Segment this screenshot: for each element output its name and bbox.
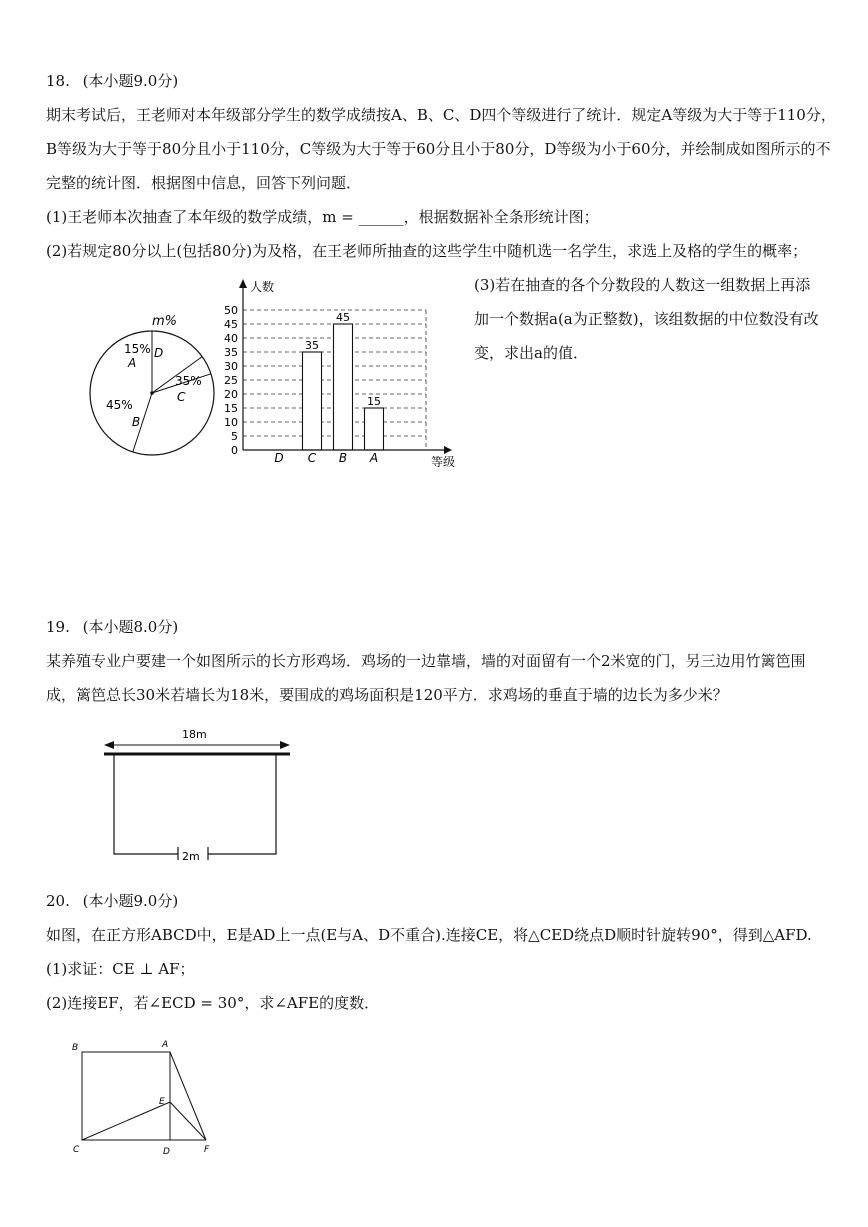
q18-part3-line3: 变，求出a的值．	[474, 344, 588, 362]
bar-value-label-b: 45	[336, 311, 350, 324]
pie-center	[150, 391, 154, 395]
bar-chart	[226, 276, 466, 470]
fence-left	[114, 755, 178, 854]
q18-part2: (2)若规定80分以上(包括80分)为及格，在王老师所抽查的这些学生中随机选一名学生，求选上及格的学生的概率；	[46, 242, 808, 260]
q18-number: 18.	[46, 72, 70, 90]
q18-text-line2: B等级为大于等于80分且小于110分，C等级为大于等于60分且小于80分，D等级为小于60分，并绘制成如图所示的不	[46, 140, 831, 158]
y-tick-label: 20	[224, 388, 238, 401]
q18-part1: (1)王老师本次抽查了本年级的数学成绩，m = ______，根据数据补全条形统计图；	[46, 208, 599, 226]
q19-score: (本小题8.0分)	[82, 618, 179, 636]
pie-label-c-pct: 35%	[175, 374, 202, 388]
dimension-arrow-right	[280, 741, 290, 749]
label-f: F	[204, 1145, 210, 1155]
square-figure	[68, 1036, 218, 1158]
y-tick-label: 35	[224, 346, 238, 359]
square-abcd	[82, 1052, 170, 1140]
pie-m-label: m%	[152, 314, 178, 329]
bar-a	[365, 408, 384, 450]
pie-chart	[86, 305, 226, 465]
q19-header	[46, 617, 178, 637]
q19-number: 19.	[46, 618, 70, 636]
q20-part1: (1)求证：CE ⊥ AF；	[46, 960, 195, 978]
segment-ef	[170, 1102, 206, 1140]
bar-c	[303, 352, 322, 450]
y-axis-label: 人数	[250, 280, 275, 294]
q19-text-line1: 某养殖专业户要建一个如图所示的长方形鸡场．鸡场的一边靠墙，墙的对面留有一个2米宽的门，另三边用竹篱笆围	[46, 652, 806, 670]
bar-b	[334, 324, 353, 450]
q18-part3-line2: 加一个数据a(a为正整数)，该组数据的中位数没有改	[474, 310, 819, 328]
y-tick-label: 30	[224, 360, 238, 373]
label-c: C	[73, 1145, 80, 1155]
pie-label-d: D	[154, 346, 164, 360]
y-tick-label: 45	[224, 318, 238, 331]
x-category-label-b: B	[338, 451, 348, 465]
segment-af	[170, 1052, 206, 1140]
door-width-label: 2m	[182, 850, 200, 863]
pie-label-a: A	[128, 356, 137, 370]
bar-value-label-a: 15	[367, 395, 381, 408]
q19-text-line2: 成，篱笆总长30米若墙长为18米，要围成的鸡场面积是120平方．求鸡场的垂直于墙的边长为多少米？	[46, 686, 728, 704]
x-axis-arrow	[444, 446, 452, 454]
label-e: E	[159, 1097, 165, 1107]
y-tick-label: 5	[231, 430, 238, 443]
label-a: A	[162, 1040, 169, 1050]
y-tick-label: 0	[231, 444, 238, 457]
y-tick-label: 25	[224, 374, 238, 387]
y-tick-label: 50	[224, 304, 238, 317]
q18-score: (本小题9.0分)	[82, 72, 179, 90]
label-b: B	[72, 1043, 79, 1053]
x-axis-label: 等级	[431, 455, 456, 469]
y-tick-label: 10	[224, 416, 238, 429]
x-category-label-a: A	[369, 451, 379, 465]
dimension-arrow-left	[104, 741, 114, 749]
pie-label-c: C	[177, 390, 186, 404]
pie-label-b-pct: 45%	[106, 398, 133, 412]
q18-text-line3: 完整的统计图．根据图中信息，回答下列问题．	[46, 174, 362, 192]
pie-label-b: B	[132, 415, 141, 429]
q18-text-line1: 期末考试后，王老师对本年级部分学生的数学成绩按A、B、C、D四个等级进行了统计．规定A等级为大于等于110分，	[46, 106, 836, 124]
bar-value-label-c: 35	[305, 339, 319, 352]
fence-right	[208, 755, 276, 854]
q18-part3-line1: (3)若在抽查的各个分数段的人数这一组数据上再添	[474, 276, 811, 294]
y-axis-arrow	[239, 279, 247, 288]
label-d: D	[163, 1147, 170, 1157]
pie-label-a-pct: 15%	[124, 342, 151, 356]
segment-ce	[82, 1102, 170, 1140]
q20-score: (本小题9.0分)	[82, 892, 179, 910]
x-category-label-c: C	[307, 451, 317, 465]
wall-length-label: 18m	[182, 728, 207, 741]
q20-part2: (2)连接EF，若∠ECD = 30°，求∠AFE的度数．	[46, 994, 380, 1012]
x-category-label-d: D	[274, 451, 284, 465]
q20-header	[46, 891, 178, 911]
y-tick-label: 15	[224, 402, 238, 415]
chicken-farm-figure	[96, 722, 296, 864]
q20-text-line1: 如图，在正方形ABCD中，E是AD上一点(E与A、D不重合).连接CE，将△CED绕点D顺时针旋转90°，得到△AFD.	[46, 926, 812, 944]
q18-header	[46, 71, 178, 91]
q20-number: 20.	[46, 892, 70, 910]
y-tick-label: 40	[224, 332, 238, 345]
